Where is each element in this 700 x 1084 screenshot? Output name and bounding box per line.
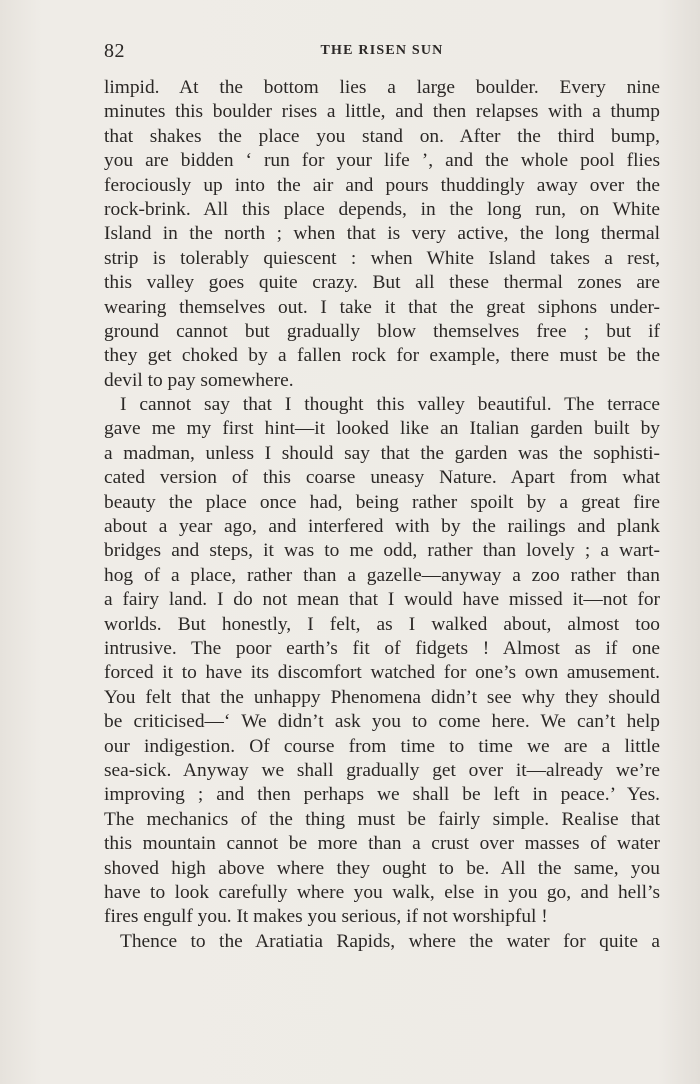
text-line: this valley goes quite crazy. But all these thermal zones are bbox=[104, 272, 660, 294]
text-line: be criticised—‘ We didn’t ask you to come here. We can’t help bbox=[104, 711, 660, 733]
text-line: they get choked by a fallen rock for example, there must be the bbox=[104, 345, 660, 367]
text-line: a madman, unless I should say that the garden was the sophisti- bbox=[104, 442, 660, 464]
text-line: ground cannot but gradually blow themselves free ; but if bbox=[104, 320, 660, 342]
text-line: cated version of this coarse uneasy Nature. Apart from what bbox=[104, 467, 660, 489]
text-line: bridges and steps, it was to me odd, rather than lovely ; a wart- bbox=[104, 540, 660, 562]
text-line: Thence to the Aratiatia Rapids, where the water for quite a bbox=[120, 930, 660, 952]
text-line: I cannot say that I thought this valley beautiful. The terrace bbox=[120, 394, 660, 416]
text-line: rock-brink. All this place depends, in the long run, on White bbox=[104, 198, 660, 220]
text-line: have to look carefully where you walk, else in you go, and hell’s bbox=[104, 881, 660, 903]
text-line: fires engulf you. It makes you serious, if not worshipful ! bbox=[104, 906, 548, 928]
text-line: The mechanics of the thing must be fairly simple. Realise that bbox=[104, 808, 660, 830]
text-line: you are bidden ‘ run for your life ’, and the whole pool flies bbox=[104, 150, 660, 172]
text-line: devil to pay somewhere. bbox=[104, 369, 294, 391]
page-header bbox=[104, 36, 660, 66]
text-line: wearing themselves out. I take it that the great siphons under- bbox=[104, 296, 660, 318]
text-line: our indigestion. Of course from time to time we are a little bbox=[104, 735, 660, 757]
text-line: shoved high above where they ought to be. All the same, you bbox=[104, 857, 660, 879]
text-line: worlds. But honestly, I felt, as I walked about, almost too bbox=[104, 613, 660, 635]
text-line: improving ; and then perhaps we shall be left in peace.’ Yes. bbox=[104, 784, 660, 806]
text-line: this mountain cannot be more than a crust over masses of water bbox=[104, 833, 660, 855]
page-number: 82 bbox=[104, 40, 125, 62]
text-line: about a year ago, and interfered with by the railings and plank bbox=[104, 516, 660, 538]
text-line: a fairy land. I do not mean that I would have missed it—not for bbox=[104, 589, 660, 611]
text-line: forced it to have its discomfort watched for one’s own amusement. bbox=[104, 662, 660, 684]
text-line: limpid. At the bottom lies a large boulder. Every nine bbox=[104, 77, 660, 98]
text-line: beauty the place once had, being rather spoilt by a great fire bbox=[104, 491, 660, 513]
text-line: ferociously up into the air and pours thuddingly away over the bbox=[104, 174, 660, 196]
body-text bbox=[104, 76, 660, 954]
text-line: Island in the north ; when that is very active, the long thermal bbox=[104, 223, 660, 245]
text-line: that shakes the place you stand on. After the third bump, bbox=[104, 125, 660, 147]
text-line: hog of a place, rather than a gazelle—anyway a zoo rather than bbox=[104, 564, 660, 586]
running-title: THE RISEN SUN bbox=[320, 43, 444, 58]
text-line: gave me my first hint—it looked like an Italian garden built by bbox=[104, 418, 660, 440]
text-line: sea-sick. Anyway we shall gradually get over it—already we’re bbox=[104, 759, 660, 781]
text-line: minutes this boulder rises a little, and then relapses with a thump bbox=[104, 101, 660, 123]
text-line: You felt that the unhappy Phenomena didn’t see why they should bbox=[104, 686, 660, 708]
text-line: strip is tolerably quiescent : when White Island takes a rest, bbox=[104, 247, 660, 269]
text-line: intrusive. The poor earth’s fit of fidgets ! Almost as if one bbox=[104, 637, 660, 659]
